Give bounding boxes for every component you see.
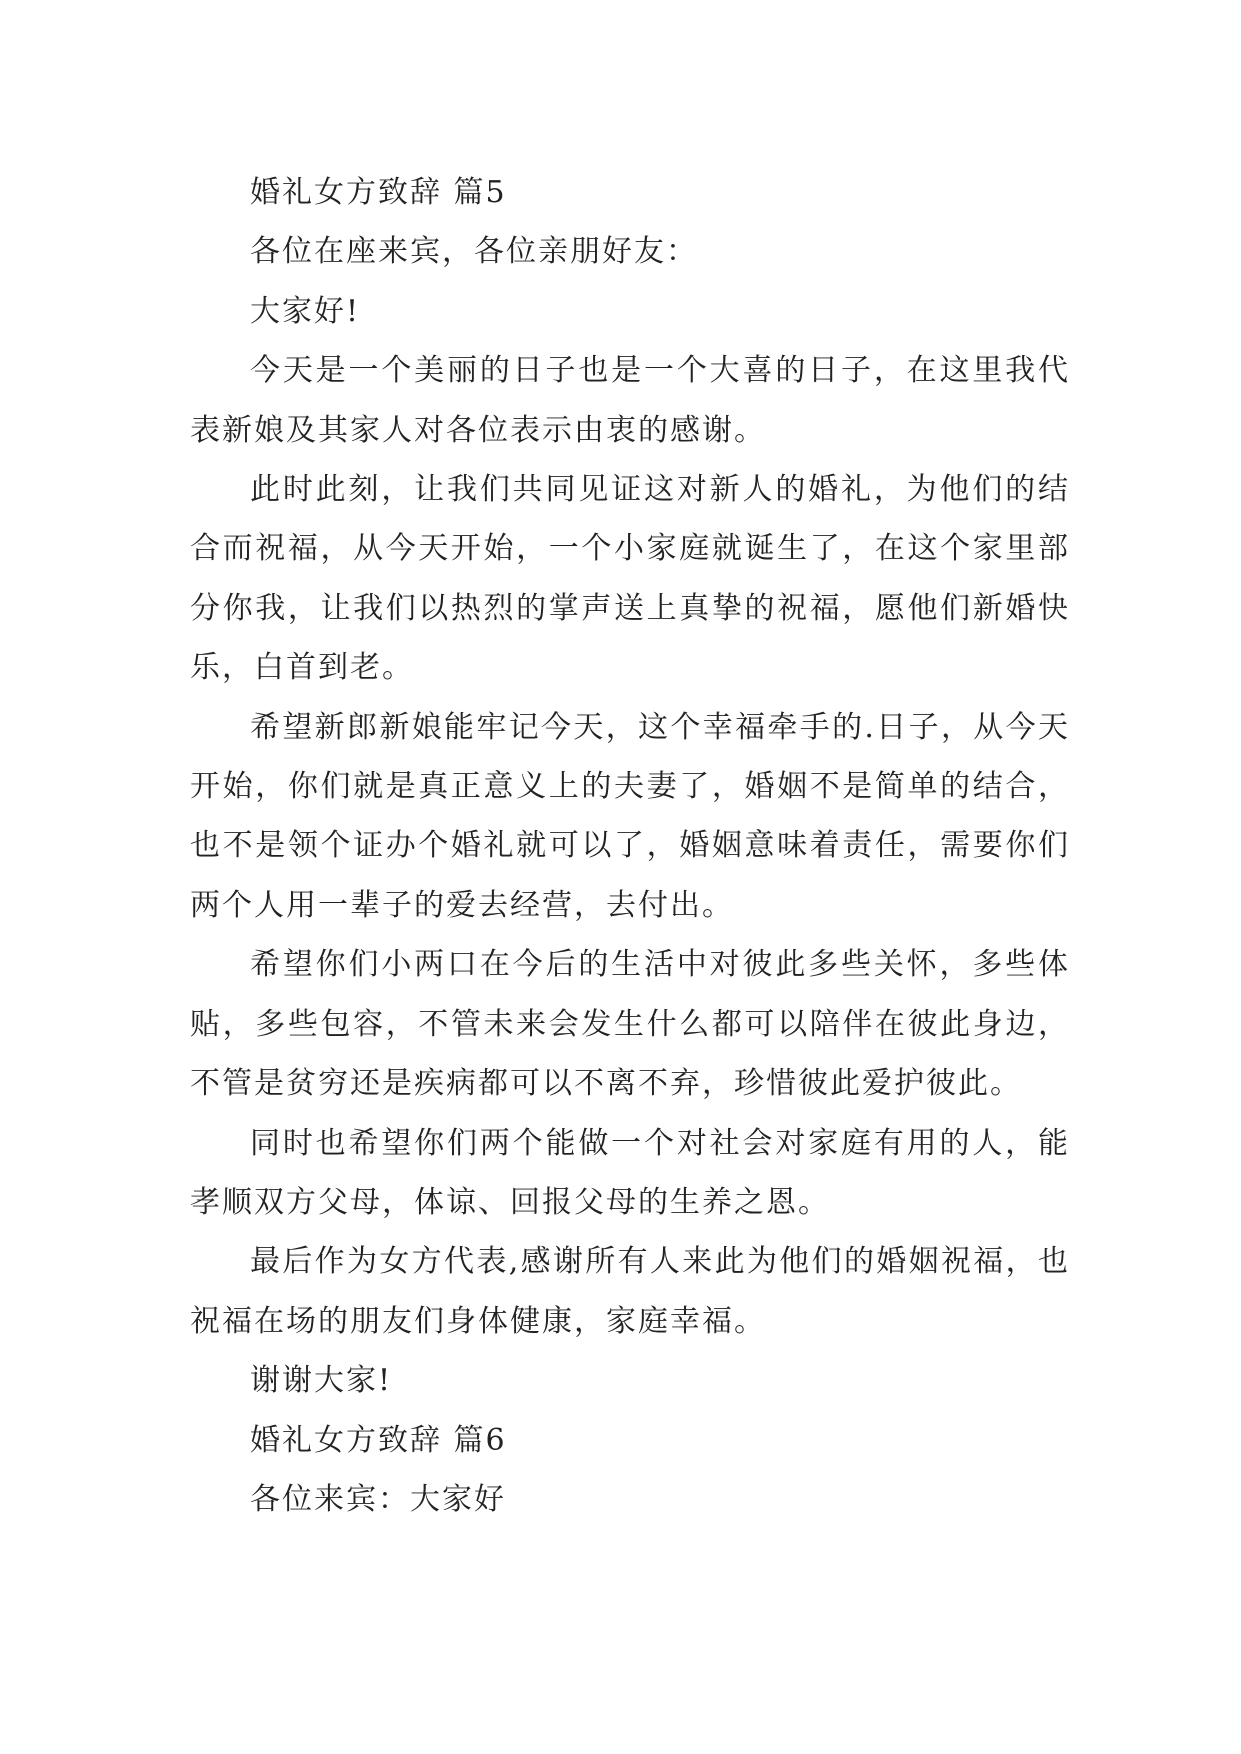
salutation: 各位来宾：大家好 — [250, 1481, 506, 1517]
paragraph: 今天是一个美丽的日子也是一个大喜的日子，在这里我代表新娘及其家人对各位表示由衷的感谢。 — [190, 353, 1070, 448]
section-heading: 婚礼女方致辞 篇5 — [250, 175, 507, 210]
salutation: 各位在座来宾，各位亲朋好友： — [250, 234, 698, 270]
section-heading: 婚礼女方致辞 篇6 — [250, 1422, 507, 1458]
paragraph: 此时此刻，让我们共同见证这对新人的婚礼，为他们的结合而祝福，从今天开始，一个小家庭就诞生了，在这个家里部分你我，让我们以热烈的掌声送上真挚的祝福，愿他们新婚快乐，白首到老。 — [190, 472, 1070, 686]
paragraph: 最后作为女方代表,感谢所有人来此为他们的婚姻祝福，也祝福在场的朋友们身体健康，家庭幸福。 — [190, 1244, 1070, 1339]
paragraph: 希望新郎新娘能牢记今天，这个幸福牵手的.日子，从今天开始，你们就是真正意义上的夫妻了，婚姻不是简单的结合，也不是领个证办个婚礼就可以了，婚姻意味着责任，需要你们两个人用一辈子的爱去经营，去付出。 — [190, 709, 1070, 923]
document-body — [190, 163, 1070, 1529]
closing: 谢谢大家! — [250, 1363, 393, 1399]
greeting: 大家好! — [250, 293, 361, 329]
paragraph: 希望你们小两口在今后的生活中对彼此多些关怀，多些体贴，多些包容，不管未来会发生什么都可以陪伴在彼此身边，不管是贫穷还是疾病都可以不离不弃，珍惜彼此爱护彼此。 — [190, 947, 1070, 1102]
paragraph: 同时也希望你们两个能做一个对社会对家庭有用的人，能孝顺双方父母，体谅、回报父母的生养之恩。 — [190, 1125, 1070, 1220]
